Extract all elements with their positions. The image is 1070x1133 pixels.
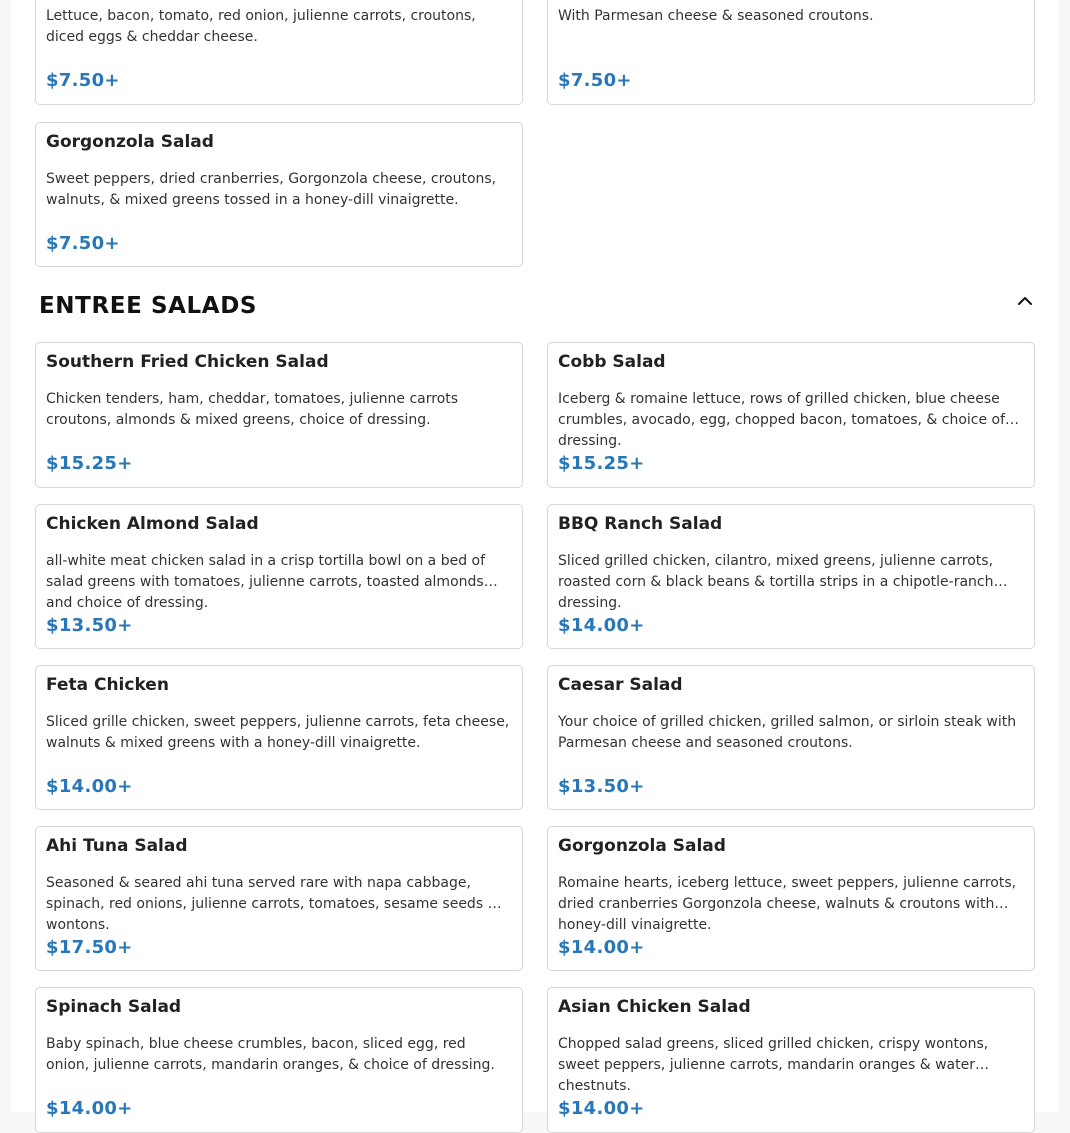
menu-item-card[interactable] xyxy=(35,0,523,105)
menu-item-title: Cobb Salad xyxy=(558,352,666,372)
menu-item-price: $14.00+ xyxy=(558,937,645,958)
menu-item-description: Seasoned & seared ahi tuna served rare with napa cabbage, spinach, red onions, julienne carrots, tomatoes, sesame seeds & wontons. xyxy=(46,875,499,933)
menu-item-description: Romaine hearts, iceberg lettuce, sweet peppers, julienne carrots, dried cranberries Gorgonzola cheese, walnuts & croutons with honey-dill vinaigrette. xyxy=(558,875,1017,933)
menu-item-card[interactable] xyxy=(35,122,523,267)
menu-item-description: Lettuce, bacon, tomato, red onion, julienne carrots, croutons, diced eggs & cheddar cheese. xyxy=(46,8,476,45)
menu-item-description: With Parmesan cheese & seasoned croutons. xyxy=(558,8,874,24)
menu-item-title: Spinach Salad xyxy=(46,997,182,1017)
menu-item-description: Baby spinach, blue cheese crumbles, bacon, sliced egg, red onion, julienne carrots, mandarin oranges, & choice of dressing. xyxy=(46,1036,495,1073)
menu-item-description: Iceberg & romaine lettuce, rows of grilled chicken, blue cheese crumbles, avocado, egg, chopped bacon, tomatoes, & choice of dressing. xyxy=(558,391,1006,449)
menu-item-description: Your choice of grilled chicken, grilled salmon, or sirloin steak with Parmesan cheese and seasoned croutons. xyxy=(558,714,1017,751)
menu-item-title: Southern Fried Chicken Salad xyxy=(46,352,329,372)
menu-item-card[interactable] xyxy=(547,987,1035,1133)
menu-item-title: Chicken Almond Salad xyxy=(46,514,259,534)
section-title: ENTREE SALADS xyxy=(39,293,258,319)
menu-item-description: Sweet peppers, dried cranberries, Gorgonzola cheese, croutons, walnuts, & mixed greens tossed in a honey-dill vinaigrette. xyxy=(46,171,497,208)
menu-item-price: $7.50+ xyxy=(558,70,632,91)
menu-item-description: Sliced grille chicken, sweet peppers, julienne carrots, feta cheese, walnuts & mixed greens with a honey-dill vinaigrette. xyxy=(46,714,510,751)
menu-item-title: Ahi Tuna Salad xyxy=(46,836,188,856)
menu-item-card[interactable] xyxy=(35,342,523,488)
menu-item-card[interactable] xyxy=(547,504,1035,649)
menu-item-price: $14.00+ xyxy=(558,615,645,636)
menu-item-card[interactable] xyxy=(547,665,1035,810)
menu-item-price: $14.00+ xyxy=(558,1098,645,1119)
menu-item-card[interactable] xyxy=(547,342,1035,488)
menu-item-card[interactable] xyxy=(35,665,523,810)
section-collapse-button[interactable] xyxy=(1014,291,1036,311)
menu-item-price: $17.50+ xyxy=(46,937,133,958)
menu-item-price: $7.50+ xyxy=(46,233,120,254)
menu-item-card[interactable] xyxy=(35,987,523,1133)
menu-item-price: $14.00+ xyxy=(46,1098,133,1119)
menu-item-title: Gorgonzola Salad xyxy=(46,132,214,152)
menu-item-card[interactable] xyxy=(35,504,523,649)
menu-item-title: BBQ Ranch Salad xyxy=(558,514,723,534)
menu-item-description: Chicken tenders, ham, cheddar, tomatoes, julienne carrots croutons, almonds & mixed greens, choice of dressing. xyxy=(46,391,459,428)
menu-item-price: $15.25+ xyxy=(558,453,645,474)
menu-item-card[interactable] xyxy=(547,0,1035,105)
menu-item-title: Asian Chicken Salad xyxy=(558,997,751,1017)
menu-item-description: Sliced grilled chicken, cilantro, mixed greens, julienne carrots, roasted corn & black beans & tortilla strips in a chipotle-ranch dressing. xyxy=(558,553,994,611)
menu-item-card[interactable] xyxy=(547,826,1035,971)
menu-item-title: Gorgonzola Salad xyxy=(558,836,726,856)
menu-item-price: $13.50+ xyxy=(558,776,645,797)
menu-page xyxy=(11,0,1058,1119)
menu-item-price: $7.50+ xyxy=(46,70,120,91)
menu-item-title: Feta Chicken xyxy=(46,675,169,695)
chevron-up-icon xyxy=(1017,296,1033,306)
menu-item-card[interactable] xyxy=(35,826,523,971)
menu-item-description: all-white meat chicken salad in a crisp tortilla bowl on a bed of salad greens with tomatoes, julienne carrots, toasted almonds and choice of dressing. xyxy=(46,553,486,611)
menu-item-description: Chopped salad greens, sliced grilled chicken, crispy wontons, sweet peppers, julienne carrots, mandarin oranges & water chestnuts. xyxy=(558,1036,989,1094)
menu-item-price: $15.25+ xyxy=(46,453,133,474)
menu-item-title: Caesar Salad xyxy=(558,675,683,695)
menu-item-price: $13.50+ xyxy=(46,615,133,636)
menu-item-price: $14.00+ xyxy=(46,776,133,797)
